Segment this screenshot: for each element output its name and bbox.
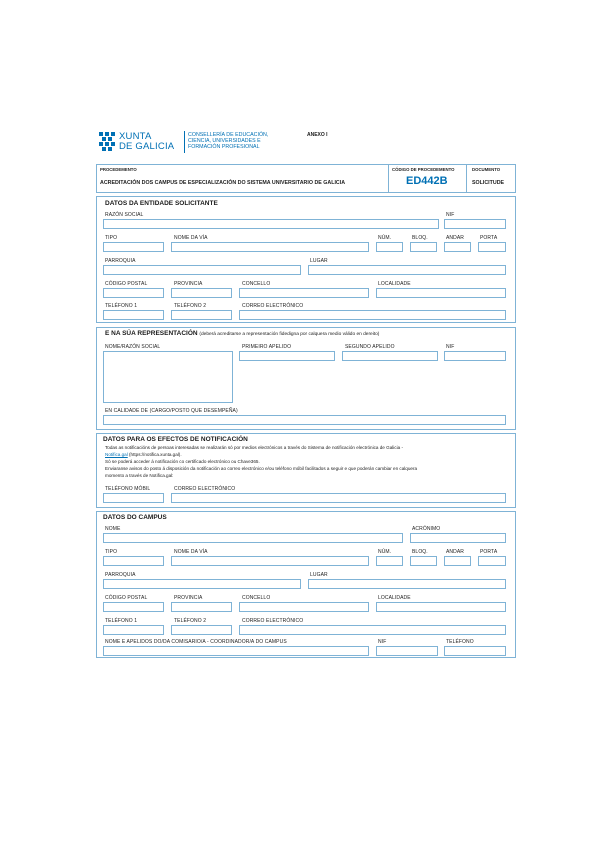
parroquia-input[interactable] [103,265,301,275]
label: LOCALIDADE [378,595,411,601]
nome-razon-social-input[interactable] [103,351,233,403]
telefono2-input[interactable] [171,625,232,635]
nif-input[interactable] [376,646,438,656]
mobile-input[interactable] [103,493,164,503]
label: BLOQ. [412,235,428,241]
label: CONCELLO [242,595,271,601]
segundo-apelido-input[interactable] [342,351,438,361]
calidade-input[interactable] [103,415,506,425]
notification-email-input[interactable] [171,493,506,503]
num-input[interactable] [376,556,403,566]
notification-text: Só se poderá acceder á notificación co certificado electrónico ou Chave365. [105,459,260,464]
label: TELÉFONO 1 [105,303,138,309]
nome-via-input[interactable] [171,242,369,252]
notification-text: momento a través de Notifica.gal: [105,473,174,478]
label: NOME DA VÍA [174,549,208,555]
label: TELÉFONO MÓBIL [105,486,151,492]
label: NIF [446,344,455,350]
label: CONCELLO [242,281,271,287]
razon-social-input[interactable] [103,219,439,229]
label: NÚM. [378,549,392,555]
localidade-input[interactable] [376,602,506,612]
notification-text: Enviaranse avisos do posto á disposición da notificación ao correo electrónico e/ou teléfono móbil facilitados a seguir e que poderán cambiar en calquera [105,466,418,471]
section-title: DATOS PARA OS EFECTOS DE NOTIFICACIÓN [103,436,248,443]
label: RAZÓN SOCIAL [105,212,144,218]
label: NIF [378,639,387,645]
label: NOME DA VÍA [174,235,208,241]
bloq-input[interactable] [410,242,437,252]
label: TELÉFONO 2 [174,618,207,624]
localidade-input[interactable] [376,288,506,298]
concello-input[interactable] [239,288,369,298]
label: EN CALIDADE DE (CARGO/POSTO QUE DESEMPEÑA) [105,408,238,414]
org-name: XUNTA DE GALICIA [119,131,175,152]
campus-nome-input[interactable] [103,533,403,543]
document-type: SOLICITUDE [472,180,505,186]
label: TIPO [105,549,118,555]
lugar-input[interactable] [308,579,506,589]
tipo-input[interactable] [103,242,164,252]
porta-input[interactable] [478,242,506,252]
label: PRIMEIRO APELIDO [242,344,292,350]
label: CORREO ELECTRÓNICO [174,486,236,492]
header-divider [184,131,185,153]
label: LUGAR [310,258,328,264]
nome-via-input[interactable] [171,556,369,566]
email-input[interactable] [239,310,506,320]
code-label: CÓDIGO DE PROCEDEMENTO [392,167,455,172]
cp-input[interactable] [103,602,164,612]
primeiro-apelido-input[interactable] [239,351,335,361]
label: ACRÓNIMO [412,526,441,532]
tipo-input[interactable] [103,556,164,566]
email-input[interactable] [239,625,506,635]
lugar-input[interactable] [308,265,506,275]
andar-input[interactable] [444,556,471,566]
telefono1-input[interactable] [103,625,164,635]
label: PROVINCIA [174,595,203,601]
label: PORTA [480,549,498,555]
label: NÚM. [378,235,392,241]
porta-input[interactable] [478,556,506,566]
telefono1-input[interactable] [103,310,164,320]
label: LOCALIDADE [378,281,411,287]
notification-text: Todas as notificacións de persoas interesadas se realizarán só por medios electrónicos a través do Sistema de notificación electrónica de Galicia - [105,445,403,450]
label: TELÉFONO [446,639,474,645]
section-title: DATOS DA ENTIDADE SOLICITANTE [105,200,218,207]
provincia-input[interactable] [171,288,232,298]
cp-input[interactable] [103,288,164,298]
provincia-input[interactable] [171,602,232,612]
label: PROVINCIA [174,281,203,287]
section-title: E NA SÚA REPRESENTACIÓN (deberá acreditarse a representación fidedigna por calquera medio válido en dereito) [105,330,380,337]
label: CORREO ELECTRÓNICO [242,618,304,624]
label: PARROQUIA [105,572,136,578]
label: ANDAR [446,549,465,555]
divider [388,164,389,193]
label: NOME [105,526,121,532]
label: CÓDIGO POSTAL [105,595,148,601]
section-title: DATOS DO CAMPUS [103,514,167,521]
coordinador-input[interactable] [103,646,369,656]
telefono-input[interactable] [444,646,506,656]
label: TELÉFONO 2 [174,303,207,309]
annex-label: ANEXO I [307,132,328,138]
label: CÓDIGO POSTAL [105,281,148,287]
nif-input[interactable] [444,219,506,229]
label: NIF [446,212,455,218]
procedure-code: ED442B [406,175,448,187]
xunta-logo-icon [99,132,116,151]
bloq-input[interactable] [410,556,437,566]
parroquia-input[interactable] [103,579,301,589]
document-label: DOCUMENTO [472,167,501,172]
acronimo-input[interactable] [410,533,506,543]
department-name: CONSELLERÍA DE EDUCACIÓN, CIENCIA, UNIVERSIDADES E FORMACIÓN PROFESIONAL [188,132,269,150]
telefono2-input[interactable] [171,310,232,320]
procedure-name: ACREDITACIÓN DOS CAMPUS DE ESPECIALIZACIÓN DO SISTEMA UNIVERSITARIO DE GALICIA [100,180,346,186]
procedure-label: PROCEDEMENTO [100,167,137,172]
concello-input[interactable] [239,602,369,612]
andar-input[interactable] [444,242,471,252]
divider [466,164,467,193]
label: BLOQ. [412,549,428,555]
label: NOME/RAZÓN SOCIAL [105,344,161,350]
label: TIPO [105,235,118,241]
label: NOME E APELIDOS DO/DA COMISARIO/A - COORDINADOR/A DO CAMPUS [105,639,287,645]
notifica-link[interactable]: Notifica.gal [105,452,128,457]
label: ANDAR [446,235,465,241]
label: TELÉFONO 1 [105,618,138,624]
label: CORREO ELECTRÓNICO [242,303,304,309]
label: PORTA [480,235,498,241]
notification-text: Notifica.gal (https://notifica.xunta.gal). [105,452,182,457]
label: SEGUNDO APELIDO [345,344,395,350]
num-input[interactable] [376,242,403,252]
nif-input[interactable] [444,351,506,361]
label: LUGAR [310,572,328,578]
label: PARROQUIA [105,258,136,264]
